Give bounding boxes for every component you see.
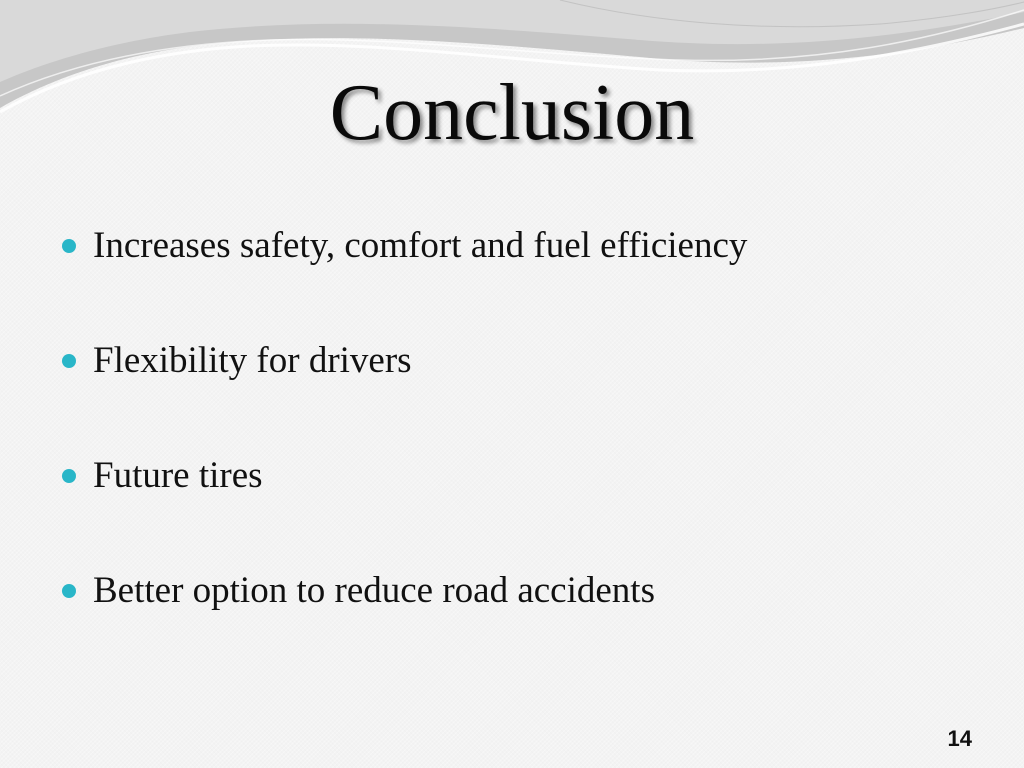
bullet-dot-icon	[62, 584, 76, 598]
bullet-item	[62, 222, 962, 337]
bullet-list	[62, 222, 962, 682]
bullet-item	[62, 452, 962, 567]
bullet-text: Flexibility for drivers	[93, 340, 412, 381]
bullet-dot-icon	[62, 239, 76, 253]
bullet-item	[62, 337, 962, 452]
slide-number: 14	[947, 726, 972, 751]
bullet-text: Future tires	[93, 455, 263, 496]
bullet-text: Better option to reduce road accidents	[93, 570, 655, 611]
slide-title: Conclusion	[329, 69, 695, 157]
bullet-dot-icon	[62, 354, 76, 368]
bullet-item	[62, 567, 962, 682]
bullet-dot-icon	[62, 469, 76, 483]
bullet-text: Increases safety, comfort and fuel efficiency	[93, 225, 748, 266]
